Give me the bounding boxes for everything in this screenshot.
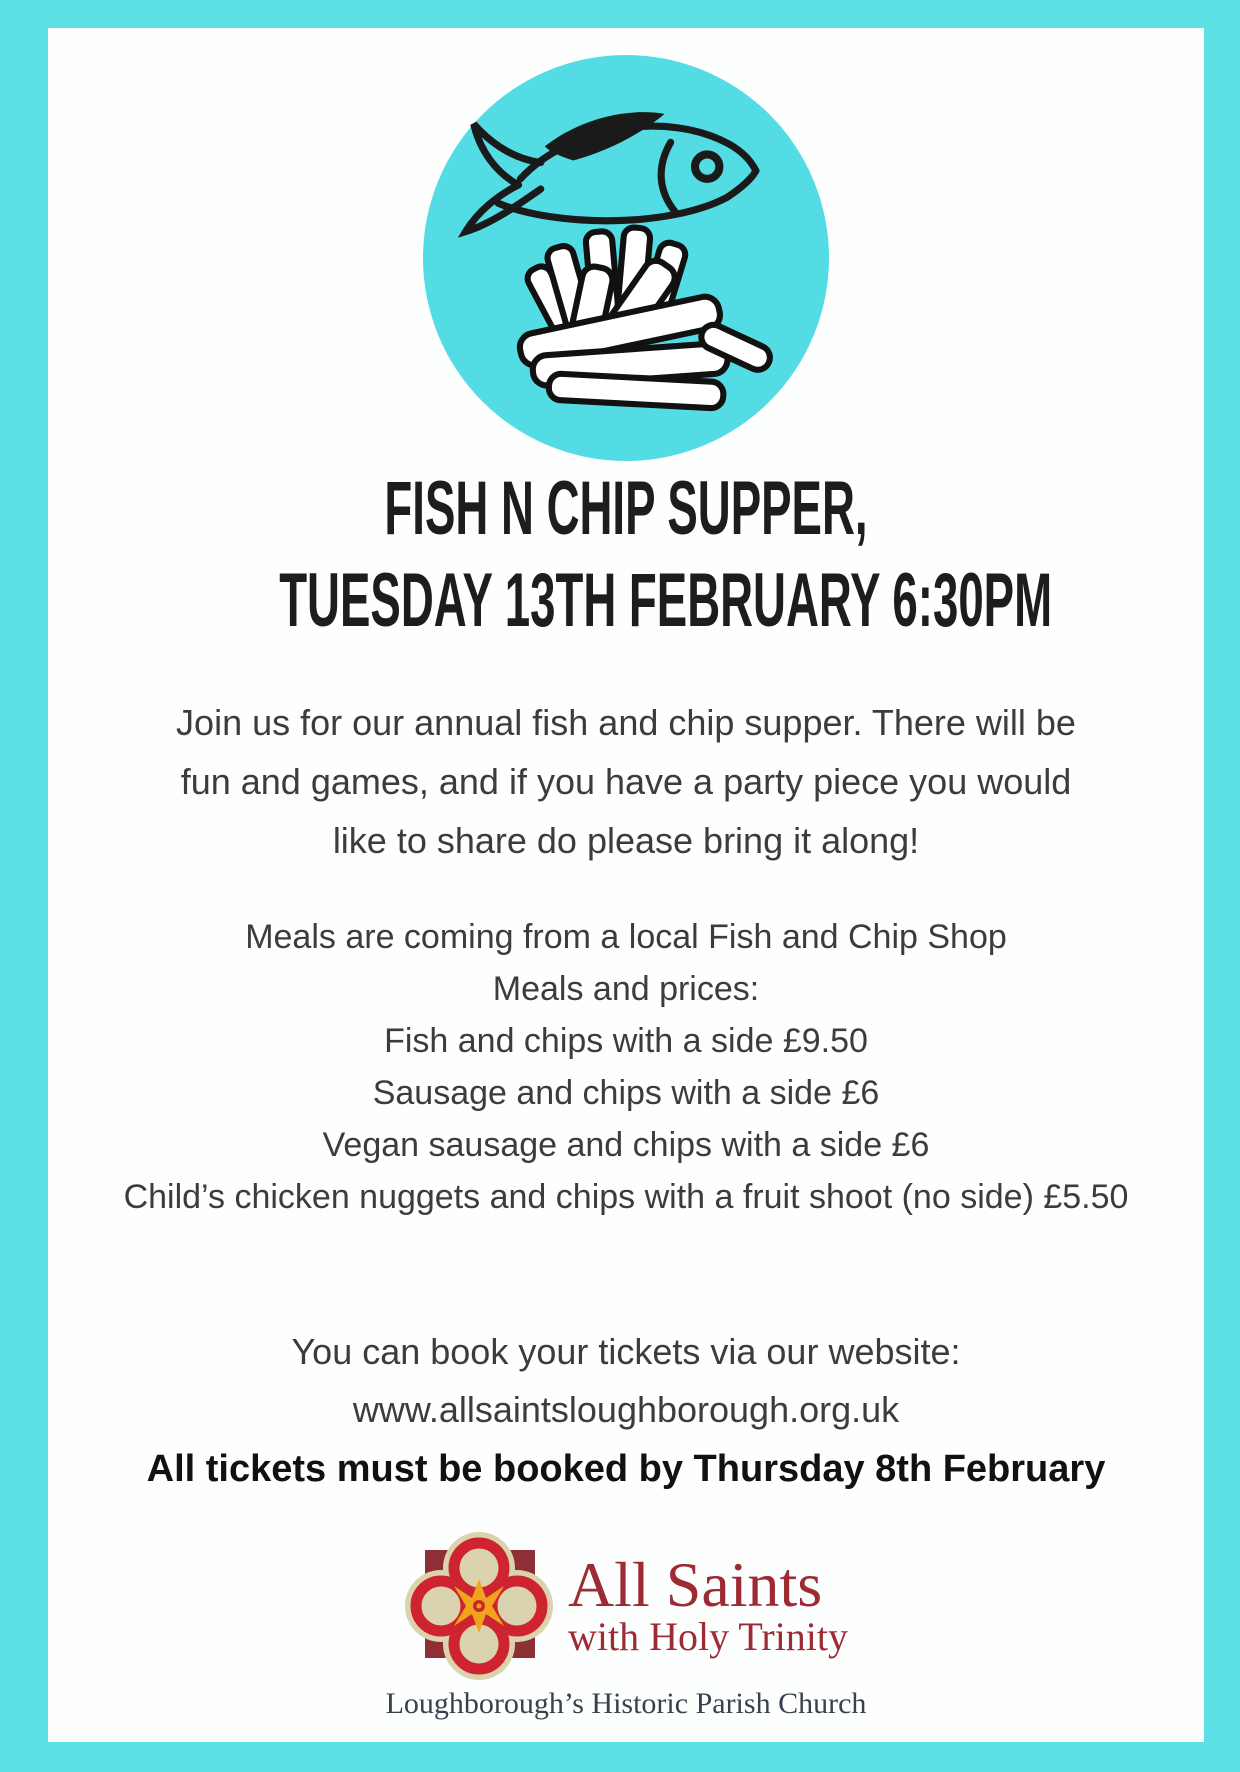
menu-item: Child’s chicken nuggets and chips with a fruit shoot (no side) £5.50 xyxy=(123,1178,1129,1216)
org-name: All Saints xyxy=(567,1549,823,1620)
parish-logo xyxy=(404,1531,848,1681)
menu-item: Sausage and chips with a side £6 xyxy=(372,1074,880,1112)
booking-intro-line: You can book your tickets via our website: xyxy=(291,1331,961,1372)
menu-item: Fish and chips with a side £9.50 xyxy=(384,1022,868,1060)
flyer-sheet xyxy=(48,28,1204,1742)
flyer-content xyxy=(48,28,1204,1742)
menu-section xyxy=(48,911,1204,1223)
intro-line: fun and games, and if you have a party piece you would xyxy=(180,761,1072,802)
menu-item: Vegan sausage and chips with a side £6 xyxy=(322,1126,930,1164)
booking-section xyxy=(48,1323,1204,1499)
booking-website-url: www.allsaintsloughborough.org.uk xyxy=(352,1389,900,1430)
intro-line: Join us for our annual fish and chip supper. There will be xyxy=(176,702,1076,743)
booking-deadline: All tickets must be booked by Thursday 8th February xyxy=(146,1448,1106,1490)
event-title xyxy=(48,463,1204,647)
org-subname: with Holy Trinity xyxy=(567,1614,849,1659)
intro-paragraph xyxy=(48,693,1204,870)
menu-source-line: Meals are coming from a local Fish and Chip Shop xyxy=(245,918,1007,956)
event-title-line2: TUESDAY 13TH FEBRUARY 6:30PM xyxy=(279,558,1053,643)
intro-line: like to share do please bring it along! xyxy=(332,820,920,861)
org-tagline: Loughborough’s Historic Parish Church xyxy=(385,1687,867,1720)
menu-heading: Meals and prices: xyxy=(492,970,760,1008)
org-names xyxy=(567,1549,849,1659)
event-title-line1: FISH N CHIP SUPPER, xyxy=(384,466,868,551)
fish-and-chips-icon xyxy=(423,55,829,461)
quatrefoil-logo-icon xyxy=(404,1531,554,1681)
